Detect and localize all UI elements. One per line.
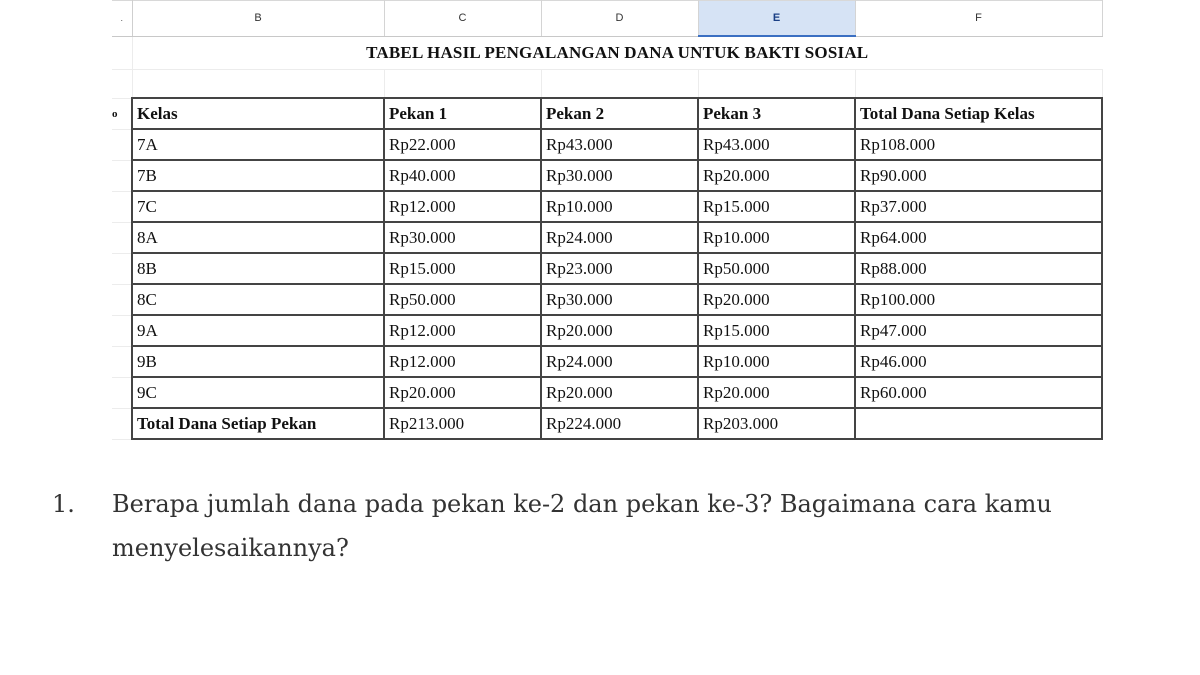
cell-pekan-3[interactable]: Rp50.000 [698,253,855,284]
table-row [112,129,1102,160]
cell-kelas[interactable]: 8A [132,222,384,253]
cell-kelas[interactable]: 9C [132,377,384,408]
empty-row [112,70,1102,99]
cell-pekan-3[interactable]: Rp20.000 [698,160,855,191]
cell-kelas[interactable]: 7C [132,191,384,222]
header-pekan-3[interactable]: Pekan 3 [698,98,855,129]
row-number [112,36,132,70]
cell-total[interactable]: Rp108.000 [855,129,1102,160]
table-row [112,222,1102,253]
column-header-b[interactable]: B [132,1,384,37]
cell-pekan-3[interactable]: Rp15.000 [698,315,855,346]
column-header-c[interactable]: C [384,1,541,37]
row-number [112,346,132,377]
cell-total[interactable]: Rp60.000 [855,377,1102,408]
header-kelas[interactable]: Kelas [132,98,384,129]
row-number: o [112,98,132,129]
table-row [112,346,1102,377]
header-pekan-2[interactable]: Pekan 2 [541,98,698,129]
cell-pekan-2[interactable]: Rp30.000 [541,284,698,315]
cell-pekan-3[interactable]: Rp15.000 [698,191,855,222]
total-pekan-1[interactable]: Rp213.000 [384,408,541,439]
cell-kelas[interactable]: 9A [132,315,384,346]
row-number [112,129,132,160]
cell-kelas[interactable]: 7A [132,129,384,160]
table-row [112,160,1102,191]
cell-total[interactable]: Rp46.000 [855,346,1102,377]
spreadsheet [112,0,1102,455]
cell-kelas[interactable]: 8B [132,253,384,284]
cell-total[interactable]: Rp90.000 [855,160,1102,191]
row-number [112,160,132,191]
cell-pekan-1[interactable]: Rp40.000 [384,160,541,191]
row-number [112,222,132,253]
total-pekan-3[interactable]: Rp203.000 [698,408,855,439]
total-row [112,408,1102,439]
table-row [112,191,1102,222]
empty-cell[interactable] [384,70,541,99]
column-header-e[interactable]: E [698,1,855,37]
table-header-row [112,98,1102,129]
cell-pekan-3[interactable]: Rp43.000 [698,129,855,160]
header-total-kelas[interactable]: Total Dana Setiap Kelas [855,98,1102,129]
title-row [112,36,1102,70]
row-number [112,315,132,346]
total-empty-cell[interactable] [855,408,1102,439]
row-number [112,377,132,408]
column-header-row [112,1,1102,37]
header-pekan-1[interactable]: Pekan 1 [384,98,541,129]
total-pekan-2[interactable]: Rp224.000 [541,408,698,439]
cell-pekan-3[interactable]: Rp10.000 [698,222,855,253]
question-text: Berapa jumlah dana pada pekan ke-2 dan pekan ke-3? Bagaimana cara kamu menyelesaikannya? [112,490,1052,562]
cell-pekan-2[interactable]: Rp24.000 [541,346,698,377]
cell-pekan-2[interactable]: Rp24.000 [541,222,698,253]
table-row [112,377,1102,408]
cell-pekan-2[interactable]: Rp20.000 [541,377,698,408]
cell-pekan-1[interactable]: Rp12.000 [384,346,541,377]
column-header-d[interactable]: D [541,1,698,37]
row-number [112,284,132,315]
cell-pekan-1[interactable]: Rp50.000 [384,284,541,315]
cell-kelas[interactable]: 9B [132,346,384,377]
empty-cell[interactable] [855,70,1102,99]
column-header-f[interactable]: F [855,1,1102,37]
empty-cell[interactable] [132,70,384,99]
cell-pekan-3[interactable]: Rp10.000 [698,346,855,377]
cell-pekan-2[interactable]: Rp20.000 [541,315,698,346]
empty-cell[interactable] [541,70,698,99]
corner-cell[interactable]: . [112,1,132,37]
cell-pekan-2[interactable]: Rp43.000 [541,129,698,160]
total-label[interactable]: Total Dana Setiap Pekan [132,408,384,439]
cell-pekan-1[interactable]: Rp30.000 [384,222,541,253]
cell-pekan-1[interactable]: Rp12.000 [384,191,541,222]
cell-pekan-2[interactable]: Rp10.000 [541,191,698,222]
table-row [112,284,1102,315]
cell-total[interactable]: Rp37.000 [855,191,1102,222]
table-row [112,315,1102,346]
row-number [112,253,132,284]
table-title[interactable]: TABEL HASIL PENGALANGAN DANA UNTUK BAKTI SOSIAL [132,36,1102,70]
table-row [112,253,1102,284]
cell-pekan-2[interactable]: Rp30.000 [541,160,698,191]
cell-total[interactable]: Rp88.000 [855,253,1102,284]
empty-cell[interactable] [698,70,855,99]
cell-pekan-3[interactable]: Rp20.000 [698,284,855,315]
cell-pekan-2[interactable]: Rp23.000 [541,253,698,284]
question-item [52,482,1172,570]
row-number [112,70,132,99]
cell-total[interactable]: Rp64.000 [855,222,1102,253]
cell-pekan-1[interactable]: Rp12.000 [384,315,541,346]
row-number [112,191,132,222]
data-table [112,0,1103,440]
cell-kelas[interactable]: 8C [132,284,384,315]
cell-pekan-1[interactable]: Rp15.000 [384,253,541,284]
cell-pekan-1[interactable]: Rp22.000 [384,129,541,160]
cell-kelas[interactable]: 7B [132,160,384,191]
cell-pekan-1[interactable]: Rp20.000 [384,377,541,408]
row-number [112,408,132,439]
cell-total[interactable]: Rp100.000 [855,284,1102,315]
cell-pekan-3[interactable]: Rp20.000 [698,377,855,408]
question-number: 1. [52,490,75,518]
cell-total[interactable]: Rp47.000 [855,315,1102,346]
